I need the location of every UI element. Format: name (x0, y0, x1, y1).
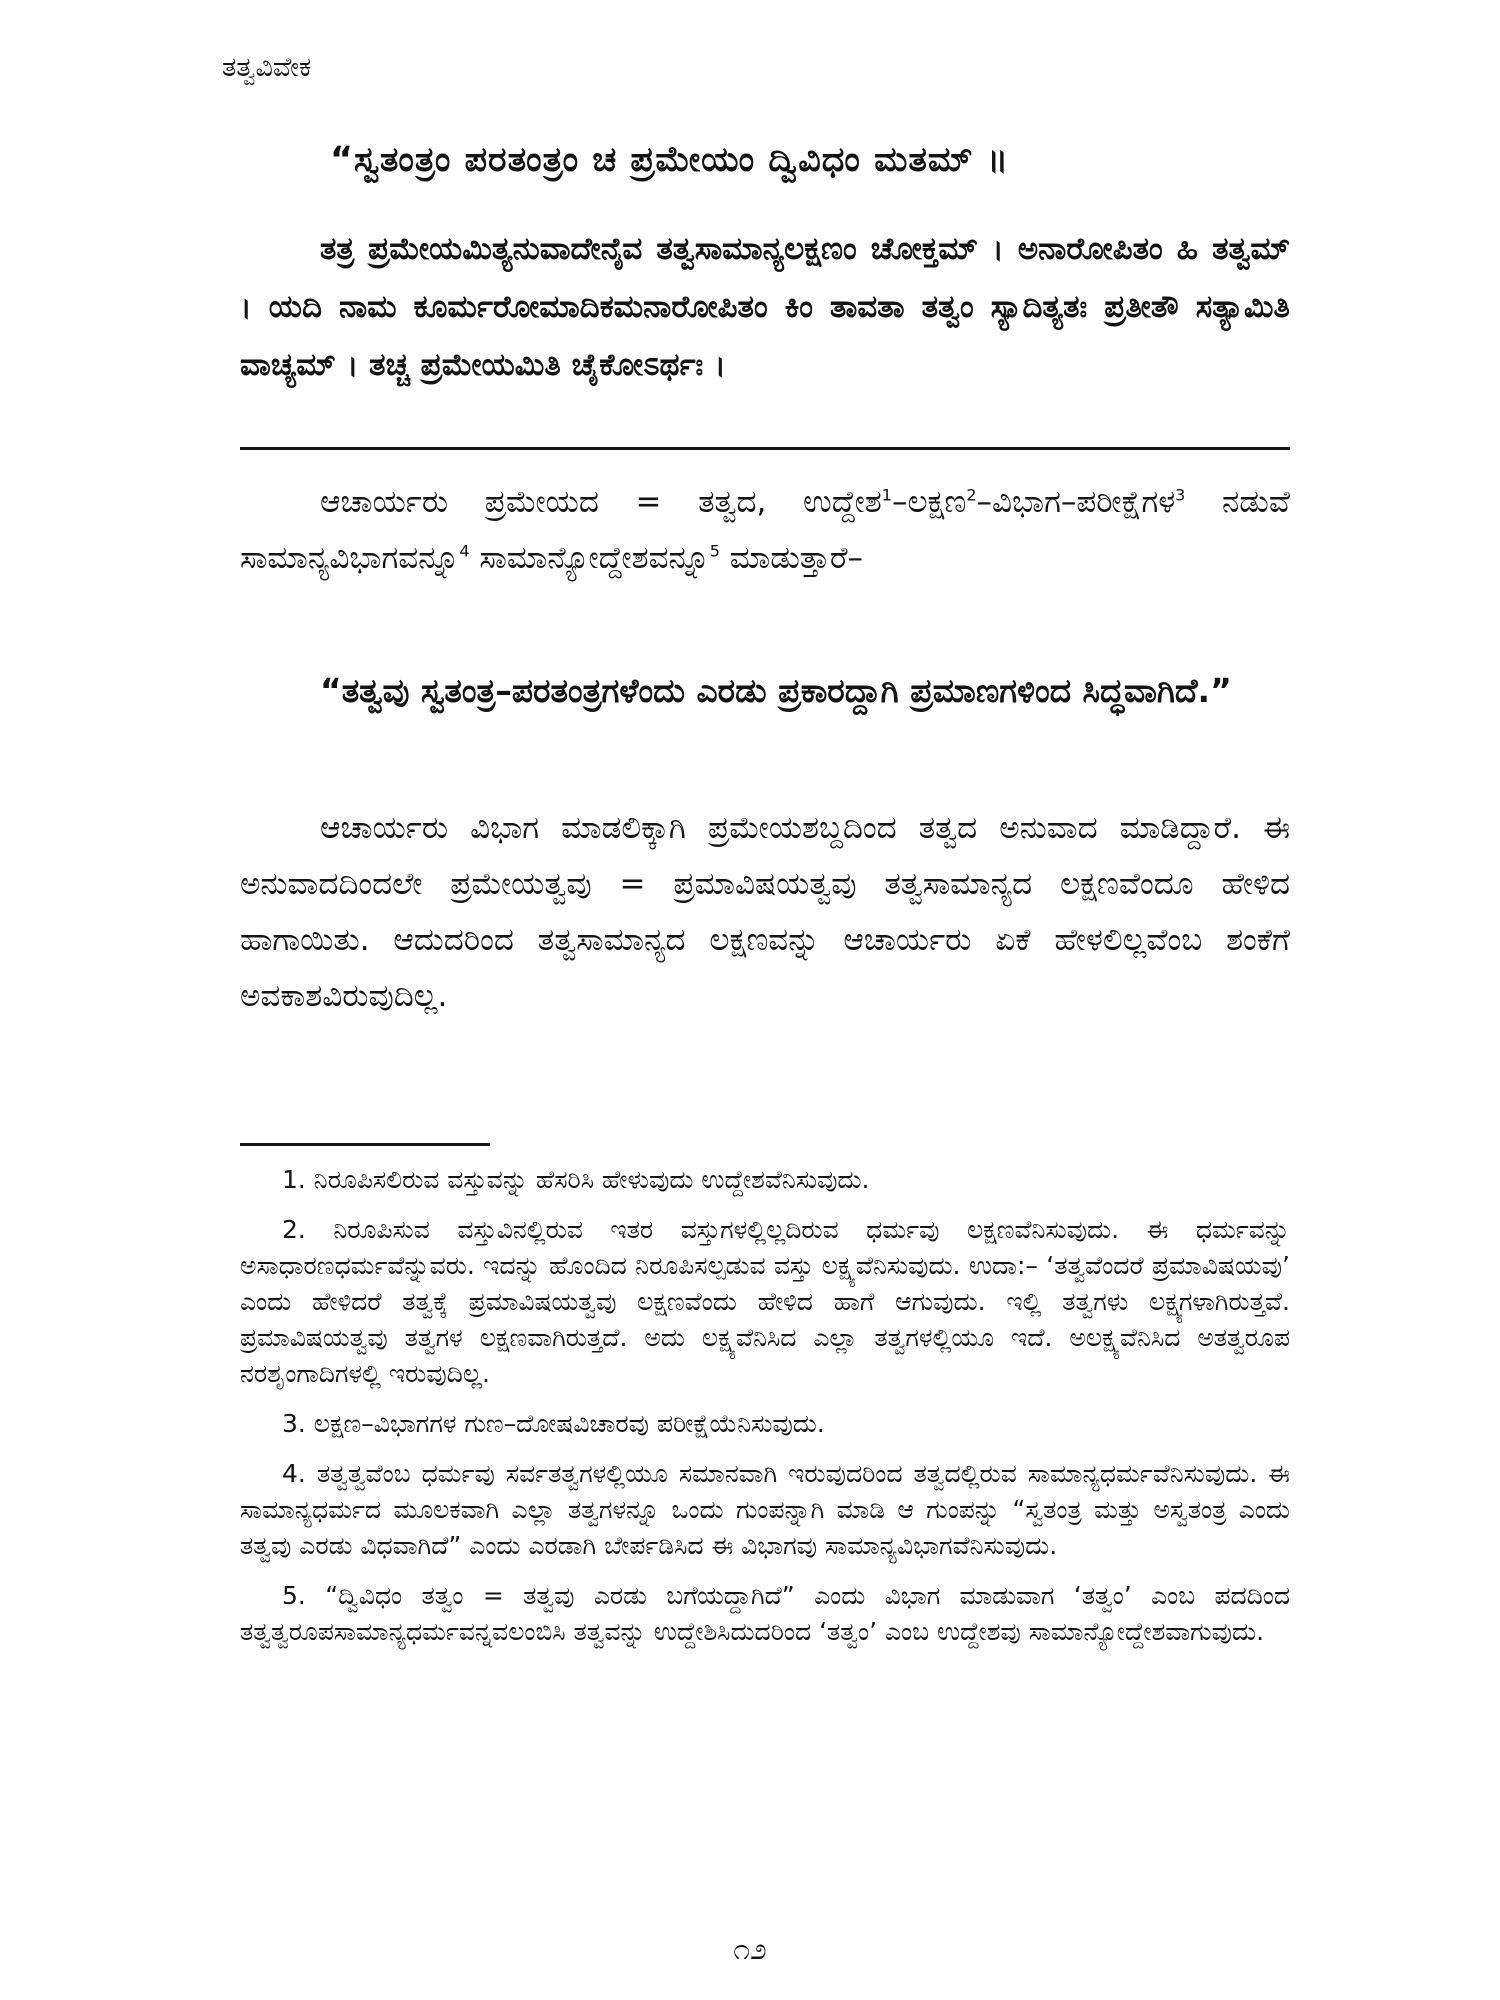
footnote-ref-2: 2 (966, 485, 977, 505)
footnote-ref-5: 5 (709, 541, 720, 561)
paragraph-intro-text-d: ನಡುವೆ ಸಾಮಾನ್ಯವಿಭಾಗವನ್ನೂ (240, 484, 1290, 576)
footnote-3: 3. ಲಕ್ಷಣ–ವಿಭಾಗಗಳ ಗುಣ–ದೋಷವಿಚಾರವು ಪರೀಕ್ಷೆಯೆನಿಸುವುದು. (282, 1409, 825, 1438)
footnote-1: 1. ನಿರೂಪಿಸಲಿರುವ ವಸ್ತುವನ್ನು ಹೆಸರಿಸಿ ಹೇಳುವುದು ಉದ್ದೇಶವೆನಿಸುವುದು. (282, 1165, 870, 1194)
sanskrit-commentary: ತತ್ರ ಪ್ರಮೇಯಮಿತ್ಯನುವಾದೇನೈವ ತತ್ವಸಾಮಾನ್ಯಲಕ್ಷಣಂ ಚೋಕ್ತಮ್ । ಅನಾರೋಪಿತಂ ಹಿ ತತ್ವಮ್ । ಯದಿ ನಾಮ ಕೂರ್ಮರೋಮಾದಿಕಮನಾರೋಪಿತಂ ಕಿಂ ತಾವತಾ ತತ್ವಂ ಸ್ಯಾದಿತ್ಯತಃ ಪ್ರತೀತೌ ಸತ್ಯಾಮಿತಿ ವಾಚ್ಯಮ್ । ತಚ್ಚ ಪ್ರಮೇಯಮಿತಿ ಚೈಕೋಽರ್ಥಃ । (240, 231, 1290, 383)
paragraph-intro (240, 474, 1290, 586)
footnote-ref-1: 1 (881, 485, 892, 505)
paragraph-intro-text-e: ಸಾಮಾನ್ಯೋದ್ದೇಶವನ್ನೂ (469, 540, 710, 576)
paragraph-explanation: ಆಚಾರ್ಯರು ವಿಭಾಗ ಮಾಡಲಿಕ್ಕಾಗಿ ಪ್ರಮೇಯಶಬ್ದದಿಂದ ತತ್ವದ ಅನುವಾದ ಮಾಡಿದ್ದಾರೆ. ಈ ಅನುವಾದದಿಂದಲೇ ಪ್ರಮೇಯತ್ವವು = ಪ್ರಮಾವಿಷಯತ್ವವು ತತ್ವಸಾಮಾನ್ಯದ ಲಕ್ಷಣವೆಂದೂ ಹೇಳಿದ ಹಾಗಾಯಿತು. ಆದುದರಿಂದ ತತ್ವಸಾಮಾನ್ಯದ ಲಕ್ಷಣವನ್ನು ಆಚಾರ್ಯರು ಏಕೆ ಹೇಳಲಿಲ್ಲವೆಂಬ ಶಂಕೆಗೆ ಅವಕಾಶವಿರುವುದಿಲ್ಲ. (240, 810, 1290, 1014)
verse-line: “ಸ್ವತಂತ್ರಂ ಪರತಂತ್ರಂ ಚ ಪ್ರಮೇಯಂ ದ್ವಿವಿಧಂ ಮತಮ್ ॥ (330, 140, 1010, 180)
footnote-5: 5. “ದ್ವಿವಿಧಂ ತತ್ವಂ = ತತ್ವವು ಎರಡು ಬಗೆಯದ್ದಾಗಿದೆ” ಎಂದು ವಿಭಾಗ ಮಾಡುವಾಗ ‘ತತ್ವಂ’ ಎಂಬ ಪದದಿಂದ ತತ್ವತ್ವರೂಪಸಾಮಾನ್ಯಧರ್ಮವನ್ನವಲಂಬಿಸಿ ತತ್ವವನ್ನು ಉದ್ದೇಶಿಸಿದುದರಿಂದ ‘ತತ್ವಂ’ ಎಂಬ ಉದ್ದೇಶವು ಸಾಮಾನ್ಯೋದ್ದೇಶವಾಗುವುದು. (240, 1581, 1290, 1646)
paragraph-intro-text-f: ಮಾಡುತ್ತಾರೆ– (719, 540, 863, 576)
paragraph-intro-text-c: –ವಿಭಾಗ–ಪರೀಕ್ಷೆಗಳ (976, 484, 1176, 520)
paragraph-intro-text-a: ಆಚಾರ್ಯರು ಪ್ರಮೇಯದ = ತತ್ವದ, ಉದ್ದೇಶ (320, 484, 882, 520)
running-head: ತತ್ವವಿವೇಕ (222, 52, 312, 83)
footnotes (240, 1162, 1290, 1664)
footnote-ref-4: 4 (459, 541, 470, 561)
footnote-ref-3: 3 (1175, 485, 1186, 505)
paragraph-intro-text-b: –ಲಕ್ಷಣ (891, 484, 967, 520)
page-number: ೧೨ (733, 1932, 767, 1967)
section-divider (240, 447, 1290, 450)
verse-translation: “ತತ್ವವು ಸ್ವತಂತ್ರ–ಪರತಂತ್ರಗಳೆಂದು ಎರಡು ಪ್ರಕಾರದ್ದಾಗಿ ಪ್ರಮಾಣಗಳಿಂದ ಸಿದ್ಧವಾಗಿದೆ.” (320, 671, 1232, 710)
footnote-2: 2. ನಿರೂಪಿಸುವ ವಸ್ತುವಿನಲ್ಲಿರುವ ಇತರ ವಸ್ತುಗಳಲ್ಲಿಲ್ಲದಿರುವ ಧರ್ಮವು ಲಕ್ಷಣವೆನಿಸುವುದು. ಈ ಧರ್ಮವನ್ನು ಅಸಾಧಾರಣಧರ್ಮವೆನ್ನುವರು. ಇದನ್ನು ಹೊಂದಿದ ನಿರೂಪಿಸಲ್ಪಡುವ ವಸ್ತು ಲಕ್ಷ್ಯವೆನಿಸುವುದು. ಉದಾ:– ‘ತತ್ವವೆಂದರೆ ಪ್ರಮಾವಿಷಯವು’ ಎಂದು ಹೇಳಿದರೆ ತತ್ವಕ್ಕೆ ಪ್ರಮಾವಿಷಯತ್ವವು ಲಕ್ಷಣವೆಂದು ಹೇಳಿದ ಹಾಗೆ ಆಗುವುದು. ಇಲ್ಲಿ ತತ್ವಗಳು ಲಕ್ಷ್ಯಗಳಾಗಿರುತ್ತವೆ. ಪ್ರಮಾವಿಷಯತ್ವವು ತತ್ವಗಳ ಲಕ್ಷಣವಾಗಿರುತ್ತದೆ. ಅದು ಲಕ್ಷ್ಯವೆನಿಸಿದ ಎಲ್ಲಾ ತತ್ವಗಳಲ್ಲಿಯೂ ಇದೆ. ಅಲಕ್ಷ್ಯವೆನಿಸಿದ ಅತತ್ವರೂಪ ನರಶೃಂಗಾದಿಗಳಲ್ಲಿ ಇರುವುದಿಲ್ಲ. (240, 1215, 1290, 1388)
footnote-divider (240, 1143, 490, 1146)
footnote-4: 4. ತತ್ವತ್ವವೆಂಬ ಧರ್ಮವು ಸರ್ವತತ್ವಗಳಲ್ಲಿಯೂ ಸಮಾನವಾಗಿ ಇರುವುದರಿಂದ ತತ್ವದಲ್ಲಿರುವ ಸಾಮಾನ್ಯಧರ್ಮವೆನಿಸುವುದು. ಈ ಸಾಮಾನ್ಯಧರ್ಮದ ಮೂಲಕವಾಗಿ ಎಲ್ಲಾ ತತ್ವಗಳನ್ನೂ ಒಂದು ಗುಂಪನ್ನಾಗಿ ಮಾಡಿ ಆ ಗುಂಪನ್ನು “ಸ್ವತಂತ್ರ ಮತ್ತು ಅಸ್ವತಂತ್ರ ಎಂದು ತತ್ವವು ಎರಡು ವಿಧವಾಗಿದೆ” ಎಂದು ಎರಡಾಗಿ ಬೇರ್ಪಡಿಸಿದ ಈ ವಿಭಾಗವು ಸಾಮಾನ್ಯವಿಭಾಗವೆನಿಸುವುದು. (240, 1459, 1290, 1560)
